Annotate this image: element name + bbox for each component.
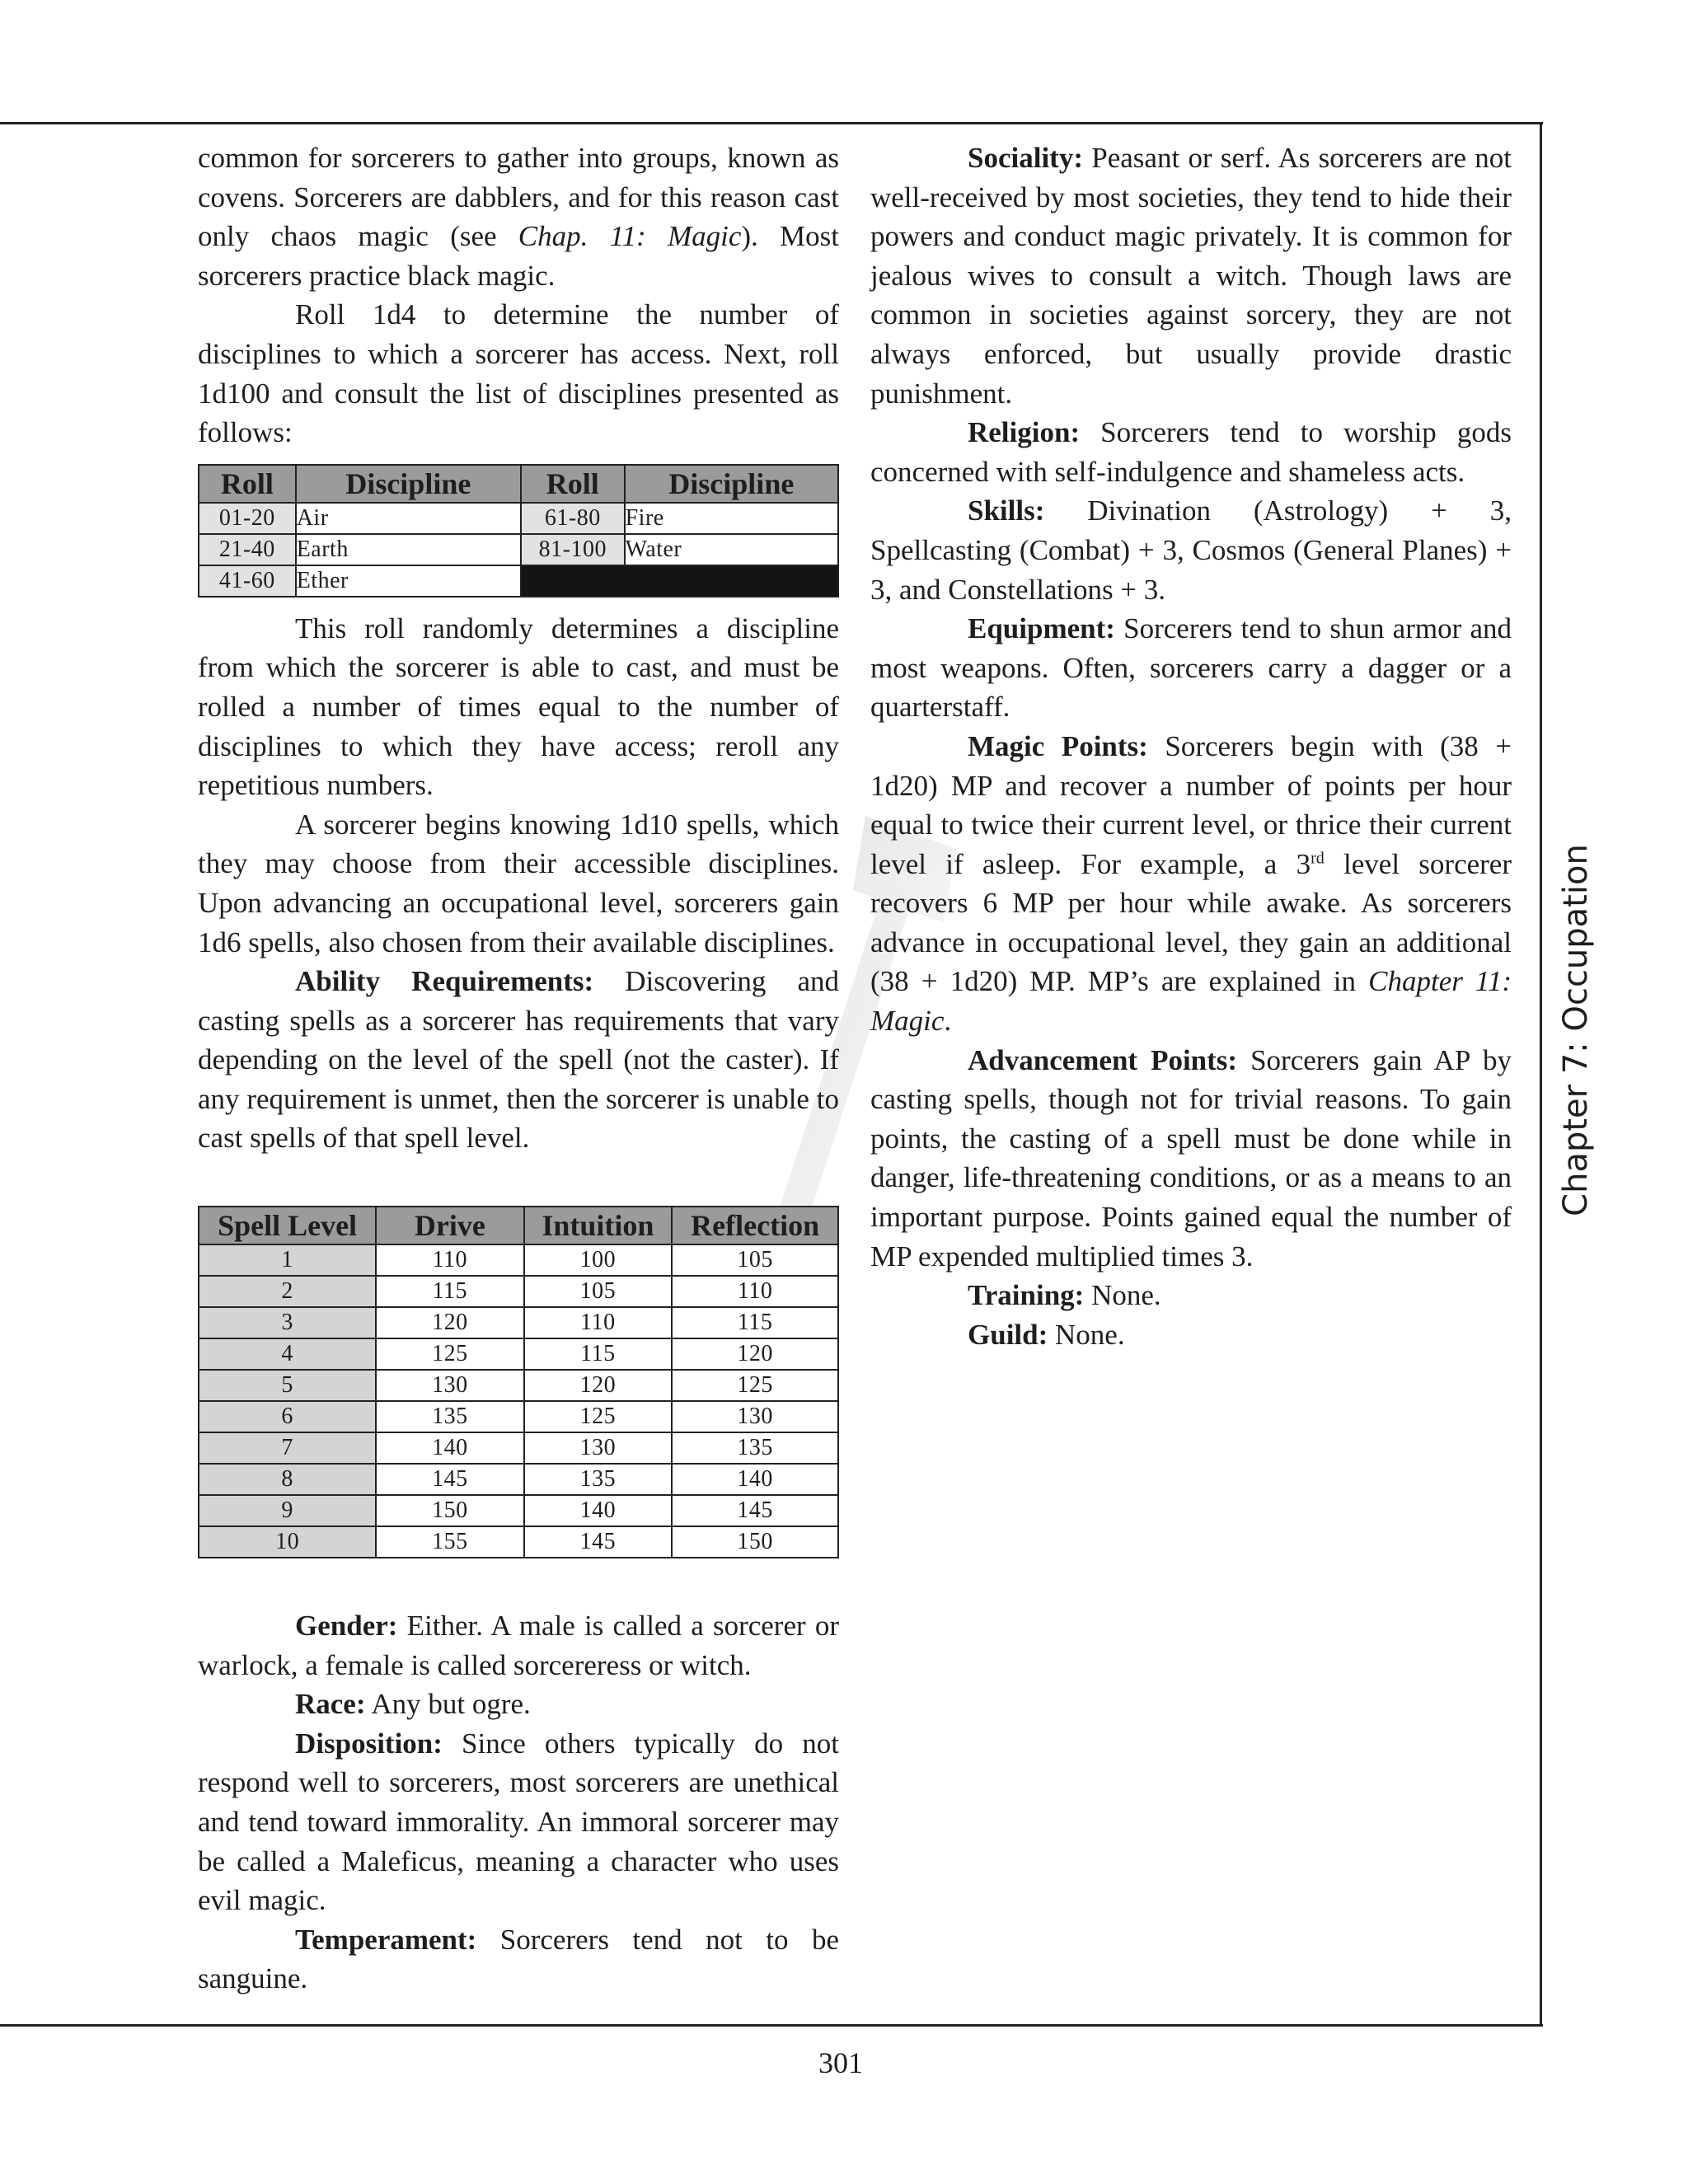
header-cell: Roll <box>199 465 296 503</box>
table-cell: 110 <box>376 1244 523 1276</box>
table-cell: 100 <box>524 1244 673 1276</box>
table-cell: 8 <box>199 1464 376 1495</box>
header-cell: Intuition <box>524 1207 673 1244</box>
paragraph-covens: common for sorcerers to gather into groups, known as covens. Sorcerers are dabblers, and for this reason cast only chaos magic (see Chap. 11: Magic). Most sorcerers practice black magic. <box>198 142 839 292</box>
paragraph-roll-explanation: This roll randomly determines a discipline from which the sorcerer is able to cast, and must be rolled a number of times equal to the number of disciplines to which they have access; reroll any repetitious numbers. <box>198 612 839 802</box>
table-cell: 140 <box>524 1495 673 1526</box>
discipline-table-header <box>199 465 838 503</box>
table-cell: Air <box>296 503 521 534</box>
table-cell: Earth <box>296 534 521 565</box>
table-cell: 01-20 <box>199 503 296 534</box>
table-cell: 115 <box>524 1338 673 1370</box>
table-cell: 6 <box>199 1401 376 1432</box>
paragraph-training: Training: None. <box>968 1279 1161 1312</box>
table-row <box>199 1276 838 1307</box>
table-cell: 120 <box>524 1370 673 1401</box>
spell-table-header <box>199 1207 838 1244</box>
table-cell: 41-60 <box>199 565 296 597</box>
table-cell: 120 <box>672 1338 838 1370</box>
table-cell: 140 <box>376 1432 523 1464</box>
table-row <box>199 1526 838 1558</box>
page-frame-bottom <box>0 2024 1543 2027</box>
table-cell: 115 <box>376 1276 523 1307</box>
table-row <box>199 1338 838 1370</box>
header-cell: Roll <box>521 465 625 503</box>
table-cell: 21-40 <box>199 534 296 565</box>
table-row <box>199 1307 838 1338</box>
table-cell: 130 <box>524 1432 673 1464</box>
table-cell: 115 <box>672 1307 838 1338</box>
table-cell: 135 <box>672 1432 838 1464</box>
right-column <box>870 138 1512 1354</box>
header-cell: Drive <box>376 1207 523 1244</box>
table-cell: 150 <box>376 1495 523 1526</box>
table-cell: Ether <box>296 565 521 597</box>
header-cell: Reflection <box>672 1207 838 1244</box>
chapter-side-label: Chapter 7: Occupation <box>1557 844 1595 1216</box>
table-cell: 110 <box>524 1307 673 1338</box>
table-row <box>199 565 838 597</box>
paragraph-temperament: Temperament: Sorcerers tend not to be sanguine. <box>198 1923 839 1995</box>
paragraph-sociality: Sociality: Peasant or serf. As sorcerers are not well-received by most societies, they tend to hide their powers and conduct magic privately. It is common for jealous wives to consult a witch. Though laws are common in societies against sorcery, they are not always enforced, but usually provide drastic punishment. <box>870 142 1512 410</box>
header-cell: Spell Level <box>199 1207 376 1244</box>
header-cell: Discipline <box>625 465 838 503</box>
discipline-table <box>198 464 839 598</box>
table-cell: 10 <box>199 1526 376 1558</box>
table-cell: 7 <box>199 1432 376 1464</box>
table-cell: Water <box>625 534 838 565</box>
table-cell: 145 <box>672 1495 838 1526</box>
paragraph-magic-points: Magic Points: Sorcerers begin with (38 + 1d20) MP and recover a number of points per hour equal to twice their current level, or thrice their current level if asleep. For example, a 3rd level sorcerer recovers 6 MP per hour while awake. As sorcerers advance in occupational level, they gain an additional (38 + 1d20) MP. MP’s are explained in Chapter 11: Magic. <box>870 729 1512 1038</box>
table-cell: 105 <box>524 1276 673 1307</box>
table-cell: Fire <box>625 503 838 534</box>
table-row <box>199 1432 838 1464</box>
page-frame-top <box>0 122 1543 124</box>
paragraph-ability-requirements: Ability Requirements: Discovering and casting spells as a sorcerer has requirements that vary depending on the level of the spell (not the caster). If any requirement is unmet, then the sorcerer is unable to cast spells of that spell level. <box>198 965 839 1155</box>
table-cell: 125 <box>672 1370 838 1401</box>
table-cell: 110 <box>672 1276 838 1307</box>
table-row <box>199 1464 838 1495</box>
table-cell: 1 <box>199 1244 376 1276</box>
table-row <box>199 1370 838 1401</box>
table-cell: 2 <box>199 1276 376 1307</box>
table-cell: 150 <box>672 1526 838 1558</box>
table-cell: 61-80 <box>521 503 625 534</box>
table-cell: 155 <box>376 1526 523 1558</box>
table-cell: 145 <box>376 1464 523 1495</box>
table-row <box>199 534 838 565</box>
paragraph-disposition: Disposition: Since others typically do not respond well to sorcerers, most sorcerers are unethical and tend toward immorality. An immoral sorcerer may be called a Maleficus, meaning a character who uses evil magic. <box>198 1727 839 1917</box>
table-cell: 81-100 <box>521 534 625 565</box>
page-frame-right <box>1540 122 1542 2026</box>
paragraph-guild: Guild: None. <box>968 1318 1125 1351</box>
table-cell: 105 <box>672 1244 838 1276</box>
table-cell: 130 <box>672 1401 838 1432</box>
paragraph-race: Race: Any but ogre. <box>295 1688 531 1721</box>
table-cell: 140 <box>672 1464 838 1495</box>
paragraph-skills: Skills: Divination (Astrology) + 3, Spellcasting (Combat) + 3, Cosmos (General Planes) + 3, and Constellations + 3. <box>870 494 1512 606</box>
spell-level-table <box>198 1206 839 1558</box>
paragraph-spells-known: A sorcerer begins knowing 1d10 spells, which they may choose from their accessible disciplines. Upon advancing an occupational level, sorcerers gain 1d6 spells, also chosen from their available disciplines. <box>198 808 839 958</box>
paragraph-equipment: Equipment: Sorcerers tend to shun armor and most weapons. Often, sorcerers carry a dagger or a quarterstaff. <box>870 612 1512 724</box>
table-cell: 135 <box>376 1401 523 1432</box>
table-cell: 120 <box>376 1307 523 1338</box>
header-cell: Discipline <box>296 465 521 503</box>
table-row <box>199 1401 838 1432</box>
table-row <box>199 1495 838 1526</box>
paragraph-religion: Religion: Sorcerers tend to worship gods concerned with self-indulgence and shameless acts. <box>870 416 1512 488</box>
empty-black-cell <box>521 565 838 597</box>
table-row <box>199 1244 838 1276</box>
left-column <box>198 138 839 1999</box>
page-number: 301 <box>818 2046 863 2079</box>
paragraph-roll-disciplines: Roll 1d4 to determine the number of disciplines to which a sorcerer has access. Next, roll 1d100 and consult the list of disciplines presented as follows: <box>198 298 839 449</box>
table-cell: 5 <box>199 1370 376 1401</box>
paragraph-advancement-points: Advancement Points: Sorcerers gain AP by casting spells, though not for trivial reasons. To gain points, the casting of a spell must be done while in danger, life-threatening conditions, or as a means to an important purpose. Points gained equal the number of MP expended multiplied times 3. <box>870 1043 1512 1272</box>
table-cell: 130 <box>376 1370 523 1401</box>
table-cell: 3 <box>199 1307 376 1338</box>
table-cell: 9 <box>199 1495 376 1526</box>
table-cell: 145 <box>524 1526 673 1558</box>
table-cell: 125 <box>524 1401 673 1432</box>
table-row <box>199 503 838 534</box>
table-cell: 4 <box>199 1338 376 1370</box>
table-cell: 135 <box>524 1464 673 1495</box>
table-cell: 125 <box>376 1338 523 1370</box>
paragraph-gender: Gender: Either. A male is called a sorcerer or warlock, a female is called sorcereress or witch. <box>198 1610 839 1681</box>
